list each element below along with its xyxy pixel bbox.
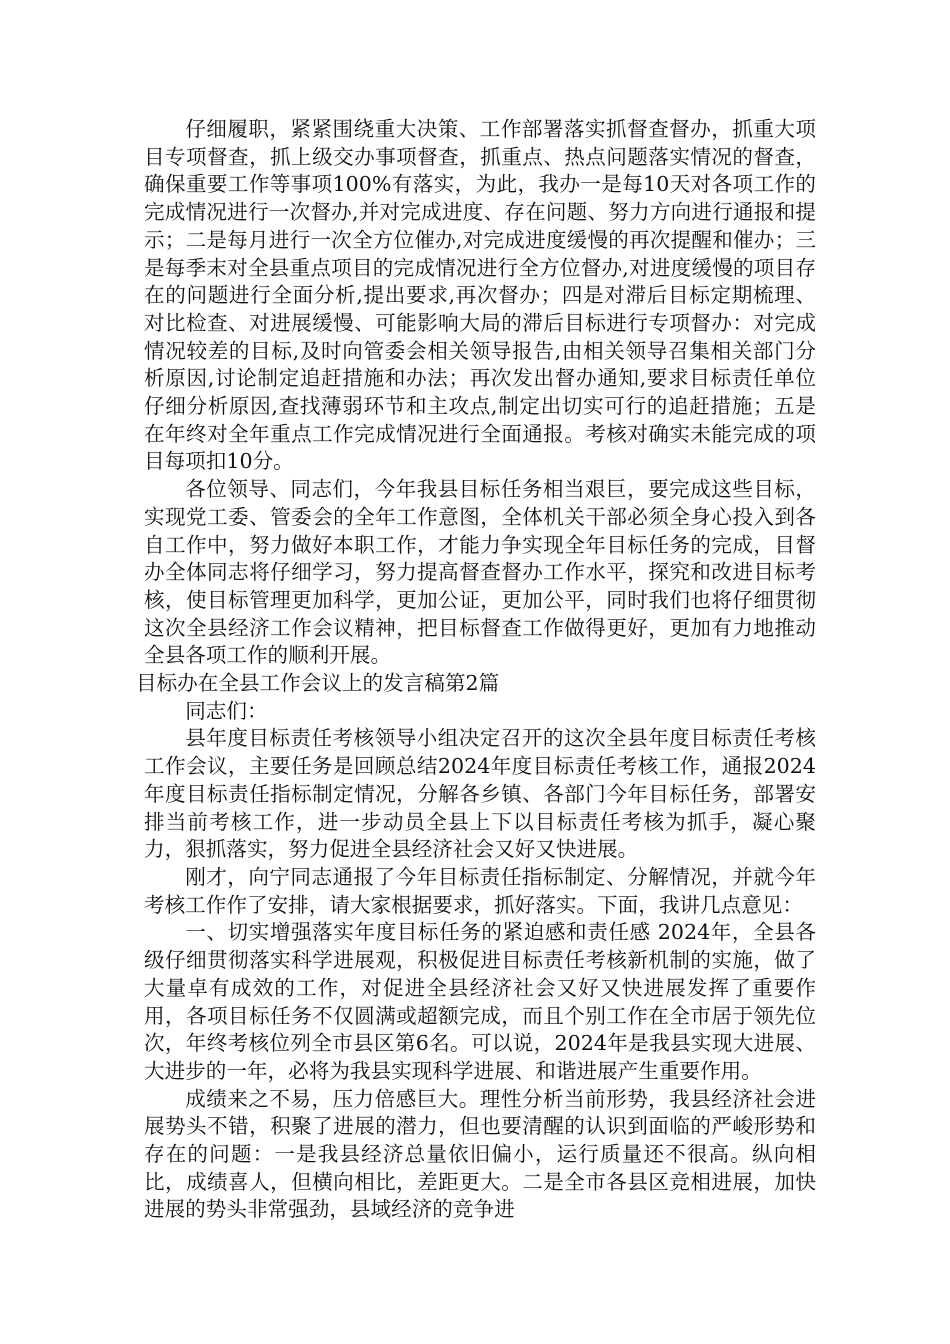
- paragraph-opinions-intro: 刚才，向宁同志通报了今年目标责任指标制定、分解情况，并就今年考核工作作了安排，请大家根据要求，抓好落实。下面，我讲几点意见：: [144, 864, 816, 917]
- paragraph-supervision: 仔细履职，紧紧围绕重大决策、工作部署落实抓督查督办，抓重大项目专项督查，抓上级交办事项督查，抓重点、热点问题落实情况的督查，确保重要工作等事项100%有落实，为此，我办一是每10天对各项工作的完成情况进行一次督办,并对完成进度、存在问题、努力方向进行通报和提示；二是每月进行一次全方位催办,对完成进度缓慢的再次提醒和催办；三是每季末对全县重点项目的完成情况进行全方位督办,对进度缓慢的项目存在的问题进行全面分析,提出要求,再次督办；四是对滞后目标定期梳理、对比检查、对进展缓慢、可能影响大局的滞后目标进行专项督办：对完成情况较差的目标,及时向管委会相关领导报告,由相关领导召集相关部门分析原因,讨论制定追赶措施和办法；再次发出督办通知,要求目标责任单位仔细分析原因,查找薄弱环节和主攻点,制定出切实可行的追赶措施；五是在年终对全年重点工作完成情况进行全面通报。考核对确实未能完成的项目每项扣10分。: [144, 117, 816, 474]
- section-heading: 目标办在全县工作会议上的发言稿第2篇: [136, 671, 500, 696]
- paragraph-closing-remarks: 各位领导、同志们，今年我县目标任务相当艰巨，要完成这些目标，实现党工委、管委会的全年工作意图，全体机关干部必须全身心投入到各自工作中，努力做好本职工作，才能力争实现全年目标任务的完成，目督办全体同志将仔细学习，努力提高督查督办工作水平，探究和改进目标考核，使目标管理更加科学，更加公证，更加公平，同时我们也将仔细贯彻这次全县经济工作会议精神，把目标督查工作做得更好，更加有力地推动全县各项工作的顺利开展。: [144, 477, 816, 668]
- paragraph-point-one: 一、切实增强落实年度目标任务的紧迫感和责任感 2024年，全县各级仔细贯彻落实科学进展观，积极促进目标责任考核新机制的实施，做了大量卓有成效的工作，对促进全县经济社会又好又快进展发挥了重要作用，各项目标任务不仅圆满或超额完成，而且个别工作在全市居于领先位次，年终考核位列全市县区第6名。可以说，2024年是我县实现大进展、大进步的一年，必将为我县实现科学进展、和谐进展产生重要作用。: [144, 920, 816, 1083]
- paragraph-achievements: 成绩来之不易，压力倍感巨大。理性分析当前形势，我县经济社会进展势头不错，积聚了进展的潜力，但也要清醒的认识到面临的严峻形势和存在的问题：一是我县经济总量依旧偏小，运行质量还不很高。纵向相比，成绩喜人，但横向相比，差距更大。二是全市各县区竞相进展，加快进展的势头非常强劲，县域经济的竞争进: [144, 1086, 816, 1222]
- document-body: [136, 116, 816, 1224]
- paragraph-salutation: 同志们：: [185, 698, 268, 723]
- paragraph-meeting-purpose: 县年度目标责任考核领导小组决定召开的这次全县年度目标责任考核工作会议，主要任务是回顾总结2024年度目标责任考核工作，通报2024年度目标责任指标制定情况，分解各乡镇、各部门今年目标任务，部署安排当前考核工作，进一步动员全县上下以目标责任考核为抓手，凝心聚力，狠抓落实，努力促进全县经济社会又好又快进展。: [144, 726, 816, 862]
